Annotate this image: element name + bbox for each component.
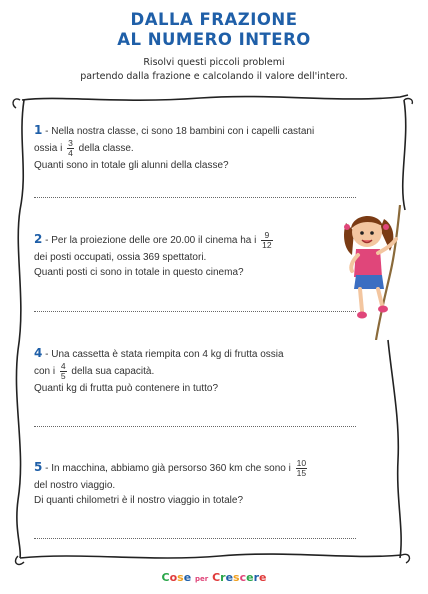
problem-text: - Per la proiezione delle ore 20.00 il cinema ha i bbox=[42, 235, 257, 247]
fraction-denominator: 12 bbox=[262, 240, 272, 250]
fraction-numerator: 9 bbox=[261, 231, 272, 241]
problem-question: Quanti posti ci sono in totale in questo cinema? bbox=[34, 267, 244, 278]
problem-number: 4 bbox=[34, 346, 43, 360]
fraction-numerator: 3 bbox=[68, 138, 73, 148]
page-title-line1: DALLA FRAZIONE bbox=[130, 10, 298, 29]
fraction bbox=[60, 362, 67, 381]
fraction-numerator: 10 bbox=[296, 458, 307, 468]
problem-text: - In macchina, abbiamo già persorso 360 km che sono i bbox=[42, 463, 291, 475]
answer-line[interactable] bbox=[34, 311, 356, 312]
problem-number: 1 bbox=[34, 123, 43, 137]
problem-number: 2 bbox=[34, 232, 43, 247]
problem-text: con i bbox=[34, 366, 56, 378]
fraction-denominator: 15 bbox=[296, 468, 307, 478]
problem-1 bbox=[34, 123, 354, 173]
problem-text: della classe. bbox=[78, 143, 134, 155]
fraction-numerator: 4 bbox=[60, 361, 66, 371]
girl-illustration bbox=[340, 205, 415, 340]
svg-text:Cose per Crescere: Cose per Crescere bbox=[161, 571, 267, 584]
fraction bbox=[296, 459, 307, 478]
problem-question: Quanti sono in totale gli alunni della classe? bbox=[34, 160, 229, 171]
problem-number: 5 bbox=[34, 460, 43, 475]
problem-text: del nostro viaggio. bbox=[34, 480, 116, 491]
problem-question: Di quanti chilometri è il nostro viaggio in totale? bbox=[34, 495, 243, 506]
problem-3 bbox=[34, 346, 354, 396]
subtitle-line2: partendo dalla frazione e calcolando il valore dell'intero. bbox=[80, 71, 348, 82]
fraction bbox=[261, 231, 272, 250]
brand-logo-graphic bbox=[144, 566, 284, 586]
fraction-denominator: 4 bbox=[68, 148, 73, 158]
problem-text: - Nella nostra classe, ci sono 18 bambini con i capelli castani bbox=[42, 126, 315, 137]
problem-question: Quanti kg di frutta può contenere in tutto? bbox=[34, 383, 219, 394]
problem-text: - Una cassetta è stata riempita con 4 kg di frutta ossia bbox=[42, 349, 284, 360]
page-title-line2: AL NUMERO INTERO bbox=[117, 30, 311, 49]
subtitle-line1: Risolvi questi piccoli problemi bbox=[143, 57, 285, 68]
answer-line[interactable] bbox=[34, 426, 356, 427]
brand-logo bbox=[0, 566, 428, 589]
fraction-denominator: 5 bbox=[60, 371, 66, 381]
problem-2 bbox=[34, 231, 354, 280]
problem-text: dei posti occupati, ossia 369 spettatori. bbox=[34, 252, 207, 263]
answer-line[interactable] bbox=[34, 538, 356, 539]
problem-4 bbox=[34, 459, 354, 508]
problem-text: della sua capacità. bbox=[71, 366, 155, 378]
problem-text: ossia i bbox=[34, 143, 63, 155]
fraction bbox=[67, 139, 74, 158]
answer-line[interactable] bbox=[34, 197, 356, 198]
